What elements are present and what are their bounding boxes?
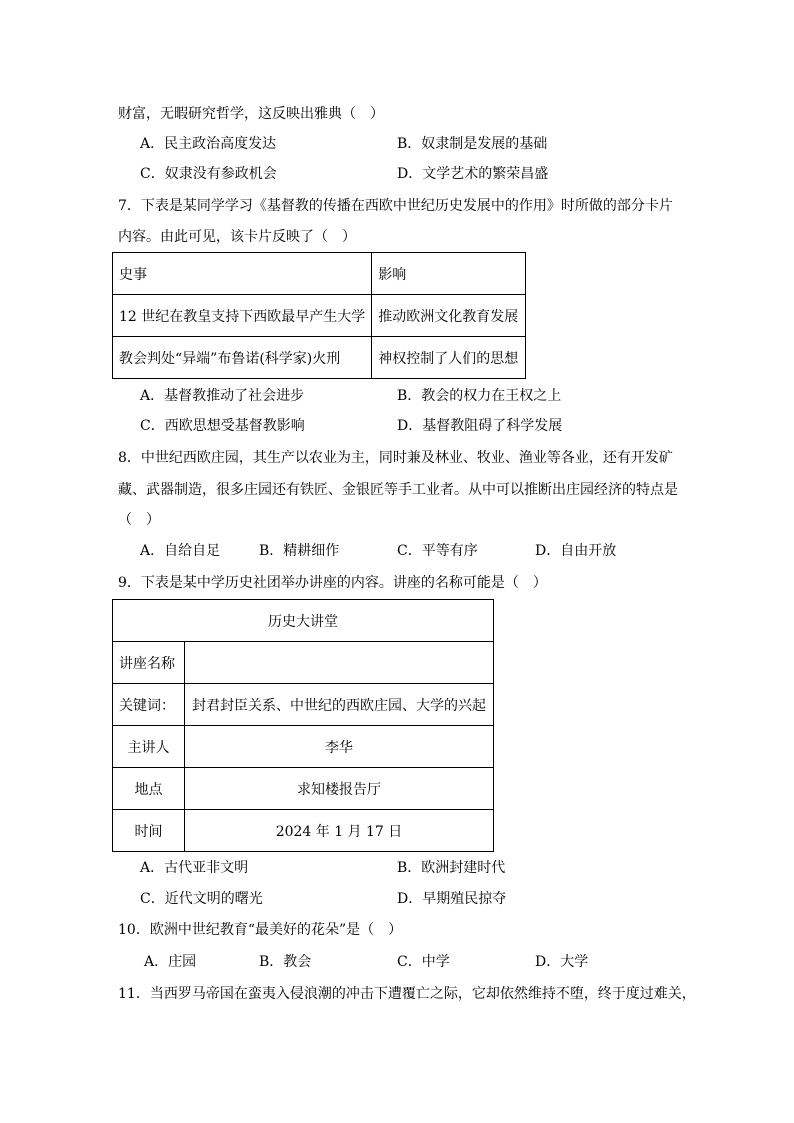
table-cell: 地点 [113, 768, 185, 810]
q10-stem: 10．欧洲中世纪教育“最美好的花朵”是（ ） [118, 922, 403, 938]
table-title-cell: 历史大讲堂 [113, 600, 494, 642]
q7-option-a: A．基督教推动了社会进步 [140, 388, 305, 404]
table-row [113, 684, 494, 726]
q8-stem-line1: 8．中世纪西欧庄园，其生产以农业为主，同时兼及林业、牧业、渔业等各业，还有开发矿 [118, 450, 673, 466]
table-header-cell: 史事 [113, 253, 372, 295]
q8-option-b: B．精耕细作 [259, 543, 340, 559]
table-row [113, 642, 494, 684]
q7-stem-line2: 内容。由此可见，该卡片反映了（ ） [118, 229, 356, 245]
q6-option-b: B．奴隶制是发展的基础 [397, 136, 548, 152]
table-cell: 封君封臣关系、中世纪的西欧庄园、大学的兴起 [185, 684, 494, 726]
table-row [113, 600, 494, 642]
q6-option-a: A．民主政治高度发达 [140, 136, 277, 152]
q7-stem-line1: 7．下表是某同学学习《基督教的传播在西欧中世纪历史发展中的作用》时所做的部分卡片 [118, 198, 673, 214]
table-row [113, 726, 494, 768]
q10-option-d: D．大学 [535, 954, 589, 970]
table-cell: 求知楼报告厅 [185, 768, 494, 810]
q9-option-d: D．早期殖民掠夺 [397, 891, 507, 907]
table-cell: 2024 年 1 月 17 日 [185, 810, 494, 852]
q6-option-d: D．文学艺术的繁荣昌盛 [397, 166, 549, 182]
q6-stem-tail: 财富，无暇研究哲学，这反映出雅典（ ） [118, 106, 384, 122]
q11-stem: 11．当西罗马帝国在蛮夷入侵浪潮的冲击下遭覆亡之际，它却依然维持不堕，终于度过难关， [118, 986, 696, 1002]
table-cell: 教会判处“异端”布鲁诺(科学家)火刑 [113, 337, 372, 379]
table-row [113, 253, 526, 295]
table-cell: 时间 [113, 810, 185, 852]
q8-option-d: D．自由开放 [535, 543, 617, 559]
q7-table [112, 252, 526, 379]
q9-option-b: B．欧洲封建时代 [397, 860, 506, 876]
q7-option-b: B．教会的权力在王权之上 [397, 388, 562, 404]
table-cell [185, 642, 494, 684]
table-cell: 12 世纪在教皇支持下西欧最早产生大学 [113, 295, 372, 337]
q9-option-c: C．近代文明的曙光 [140, 891, 263, 907]
table-row [113, 768, 494, 810]
q7-option-c: C．西欧思想受基督教影响 [140, 418, 305, 434]
table-cell: 主讲人 [113, 726, 185, 768]
table-cell: 神权控制了人们的思想 [372, 337, 526, 379]
table-cell: 讲座名称 [113, 642, 185, 684]
q10-option-b: B．教会 [259, 954, 312, 970]
q7-option-d: D．基督教阻碍了科学发展 [397, 418, 563, 434]
q10-option-c: C．中学 [397, 954, 450, 970]
table-header-cell: 影响 [372, 253, 526, 295]
q9-stem: 9．下表是某中学历史社团举办讲座的内容。讲座的名称可能是（ ） [118, 575, 547, 591]
table-cell: 关键词： [113, 684, 185, 726]
q8-stem-line3: （ ） [118, 512, 160, 528]
table-row [113, 337, 526, 379]
q8-option-c: C．平等有序 [397, 543, 478, 559]
q8-option-a: A．自给自足 [140, 543, 221, 559]
table-cell: 李华 [185, 726, 494, 768]
q8-stem-line2: 藏、武器制造，很多庄园还有铁匠、金银匠等手工业者。从中可以推断出庄园经济的特点是 [118, 482, 678, 498]
q9-option-a: A．古代亚非文明 [140, 860, 249, 876]
table-row [113, 810, 494, 852]
q10-option-a: A．庄园 [144, 954, 197, 970]
table-row [113, 295, 526, 337]
q9-table [112, 599, 494, 852]
q6-option-c: C．奴隶没有参政机会 [140, 166, 277, 182]
table-cell: 推动欧洲文化教育发展 [372, 295, 526, 337]
